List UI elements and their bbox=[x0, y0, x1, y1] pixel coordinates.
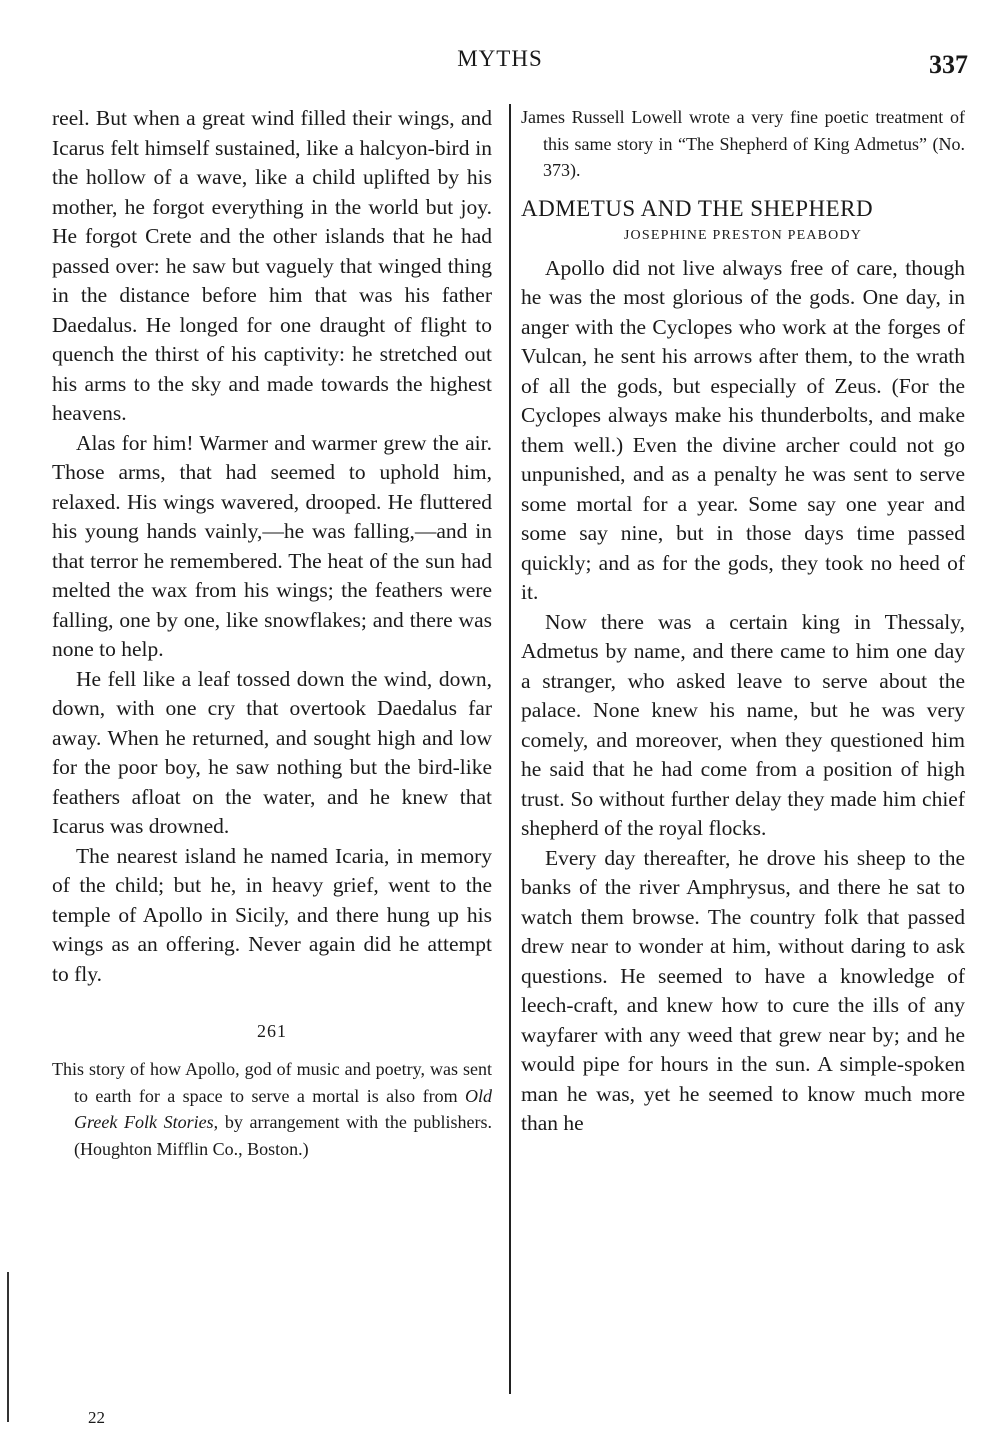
note-text: , by arrangement with the publishers. (Houghton Mifflin Co., Boston.) bbox=[74, 1112, 492, 1159]
paragraph: The nearest island he named Icaria, in memory of the child; but he, in heavy grief, went to the temple of Apollo in Sicily, and there hung up his wings as an offering. Never again did he attempt to fly. bbox=[52, 843, 492, 986]
signature-mark: 22 bbox=[88, 1408, 105, 1427]
author-name: JOSEPHINE PRESTON PEABODY bbox=[623, 227, 863, 243]
right-column bbox=[521, 104, 965, 1139]
paragraph: Apollo did not live always free of care, though he was the most glorious of the gods. One day, in anger with the Cyclopes who work at the forges of Vulcan, he sent his arrows after them, to the wrath of all the gods, but especially of Zeus. (For the Cyclopes always make his thunderbolts, and make them well.) Even the divine archer could not go unpunished, and as a penalty he was sent to serve some mortal for a year. Some say one year and some say nine, but in those days time passed quickly; and as for the gods, they took no heed of it. bbox=[521, 255, 965, 604]
column-divider bbox=[509, 104, 511, 1394]
paragraph: He fell like a leaf tossed down the wind, down, down, with one cry that overtook Daedalus far away. When he returned, and sought high and low for the poor boy, he saw nothing but the bird-like feathers afloat on the water, and he knew that Icarus was drowned. bbox=[52, 666, 492, 838]
paragraph: Now there was a certain king in Thessaly, Admetus by name, and there came to him one day a stranger, who asked leave to serve about the palace. None knew his name, but he was very comely, and moreover, when they questioned him he said that he had come from a position of high trust. So without further delay they made him chief shepherd of the royal flocks. bbox=[521, 609, 965, 840]
section-title: ADMETUS AND THE SHEPHERD bbox=[521, 195, 874, 221]
page-number: 337 bbox=[929, 50, 968, 79]
selection-number: 261 bbox=[257, 1021, 287, 1041]
running-head: MYTHS bbox=[457, 46, 543, 71]
paragraph: Every day thereafter, he drove his sheep to the banks of the river Amphrysus, and there he sat to watch them browse. The country folk that passed drew near to wonder at him, without daring to ask questions. He seemed to have a knowledge of leech-craft, and knew how to cure the ills of any wayfarer with any weed that grew near by; and he would pipe for hours in the sun. A simple-spoken man he was, yet he seemed to know much more than he bbox=[521, 845, 965, 1135]
paragraph: Alas for him! Warmer and warmer grew the air. Those arms, that had seemed to uphold him, relaxed. His wings wavered, drooped. He fluttered his young hands vainly,—he was falling,—and in that terror he remembered. The heat of the sun had melted the wax from his wings; the feathers were falling, one by one, like snowflakes; and there was none to help. bbox=[52, 430, 492, 661]
editorial-note: James Russell Lowell wrote a very fine poetic treatment of this same story in “The Shepherd of King Admetus” (No. 373). bbox=[521, 107, 965, 180]
left-column bbox=[52, 104, 492, 1168]
editorial-note bbox=[52, 1056, 492, 1162]
paragraph: reel. But when a great wind filled their wings, and Icarus felt himself sustained, like a halcyon-bird in the hollow of a wave, like a child uplifted by his mother, he forgot everything in the world but joy. He forgot Crete and the other islands that he had passed over: he saw but vaguely that winged thing in the distance before him that was his father Daedalus. He longed for one draught of flight to quench the thirst of his captivity: he stretched out his arms to the sky and made towards the highest heavens. bbox=[52, 106, 492, 425]
note-text: This story of how Apollo, god of music and poetry, was sent to earth for a space to serve a mortal is also from bbox=[52, 1059, 492, 1106]
book-title: Old Greek Folk Stories bbox=[74, 1085, 492, 1132]
margin-rule bbox=[7, 1272, 9, 1422]
